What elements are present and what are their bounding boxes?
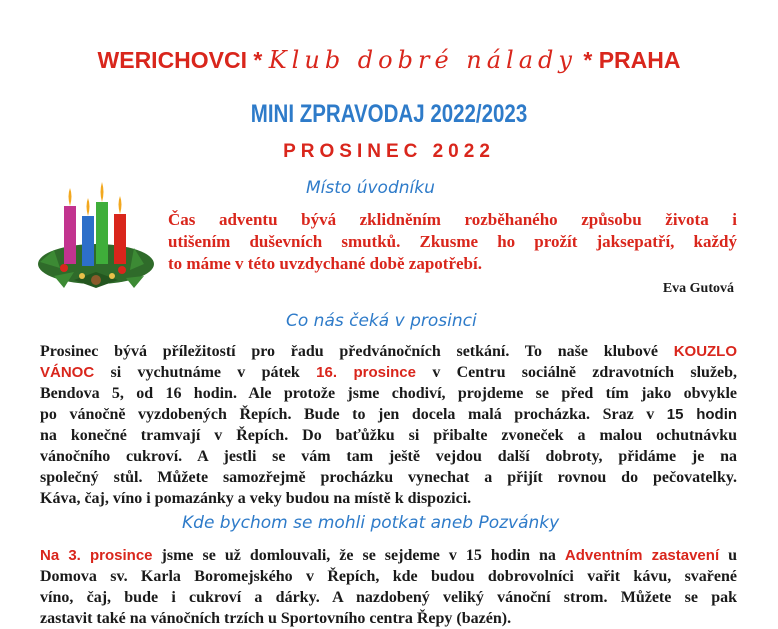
december-line-5: na konečné tramvají v Řepích. Do baťůžku si přibalte zvoneček a malou ochutnávku	[40, 427, 737, 444]
intro-line-2: utišením duševních smutků. Zkusme ho prožít jaksepatří, každý	[168, 232, 737, 251]
highlight-date: 16. prosince	[316, 364, 416, 381]
advent-wreath-image	[34, 176, 158, 296]
intro-text	[168, 209, 737, 275]
invites-line-2: Domova sv. Karla Boromejského v Řepích, kde budou dobrovolníci vařit kávu, svařené	[40, 568, 737, 585]
intro-line-3: to máme v této uvzdychané době zapotřebí.	[168, 254, 482, 273]
invites-line-4: zastavit také na vánočních trzích u Sportovního centra Řepy (bazén).	[40, 610, 512, 627]
issue-month: PROSINEC 2022	[283, 141, 495, 162]
invites-text-2: u	[728, 547, 738, 564]
intro-line-1: Čas adventu bývá zklidněním rozběhaného způsobu života i	[168, 210, 737, 229]
page-title	[0, 46, 778, 74]
invites-line-3: víno, čaj, bude i cukroví a dárky. A nazdobený veliký vánoční strom. Můžete se pak	[40, 589, 737, 606]
december-text-4: po vánočně vyzdobených Řepích. Bude to jen docela malá procházka. Sraz v	[40, 406, 655, 423]
december-text-3: v Centru sociálně zdravotních služeb,	[432, 364, 738, 381]
highlight-kouzlo: KOUZLO	[673, 343, 738, 360]
invites-text	[40, 545, 737, 629]
december-text	[40, 341, 737, 509]
invites-text-1: jsme se už domlouvali, že se sejdeme v 15 hodin na	[161, 547, 556, 564]
title-left: WERICHOVCI *	[97, 47, 263, 73]
highlight-vanoc: VÁNOC	[40, 364, 95, 381]
december-line-7: společný stůl. Můžete samozřejmě procházku vynechat a přijít rovnou do pečovatelky.	[40, 469, 737, 486]
december-text-1: Prosinec bývá příležitostí pro řadu předvánočních setkání. To naše klubové	[40, 343, 658, 360]
december-line-6: vánočního cukroví. A jestli se vám tam ještě vejdou další dobroty, přidáme je na	[40, 448, 737, 465]
december-line-8: Káva, čaj, víno i pomazánky a veky budou na místě k dispozici.	[40, 490, 472, 507]
highlight-time: 15 hodin	[666, 406, 738, 423]
december-heading: Co nás čeká v prosinci	[286, 311, 477, 331]
intro-heading: Místo úvodníku	[306, 178, 435, 198]
december-line-3: Bendova 5, od 16 hodin. Ale protože jsme chodiví, projdeme se před tím jako obvykle	[40, 385, 737, 402]
invites-line-1	[40, 545, 737, 566]
december-line-4	[40, 404, 737, 425]
club-name: Klub dobré nálady	[268, 46, 577, 74]
author-signature: Eva Gutová	[662, 281, 734, 296]
newsletter-title: MINI ZPRAVODAJ 2022/2023	[250, 100, 528, 128]
invites-heading: Kde bychom se mohli potkat aneb Pozvánky	[182, 513, 560, 533]
december-text-2: si vychutnáme v pátek	[110, 364, 300, 381]
december-line-2	[40, 362, 737, 383]
title-right: * PRAHA	[583, 47, 681, 73]
highlight-date-3: Na 3. prosince	[40, 547, 153, 564]
highlight-advent-stop: Adventním zastavení	[564, 547, 720, 564]
december-line-1	[40, 341, 737, 362]
